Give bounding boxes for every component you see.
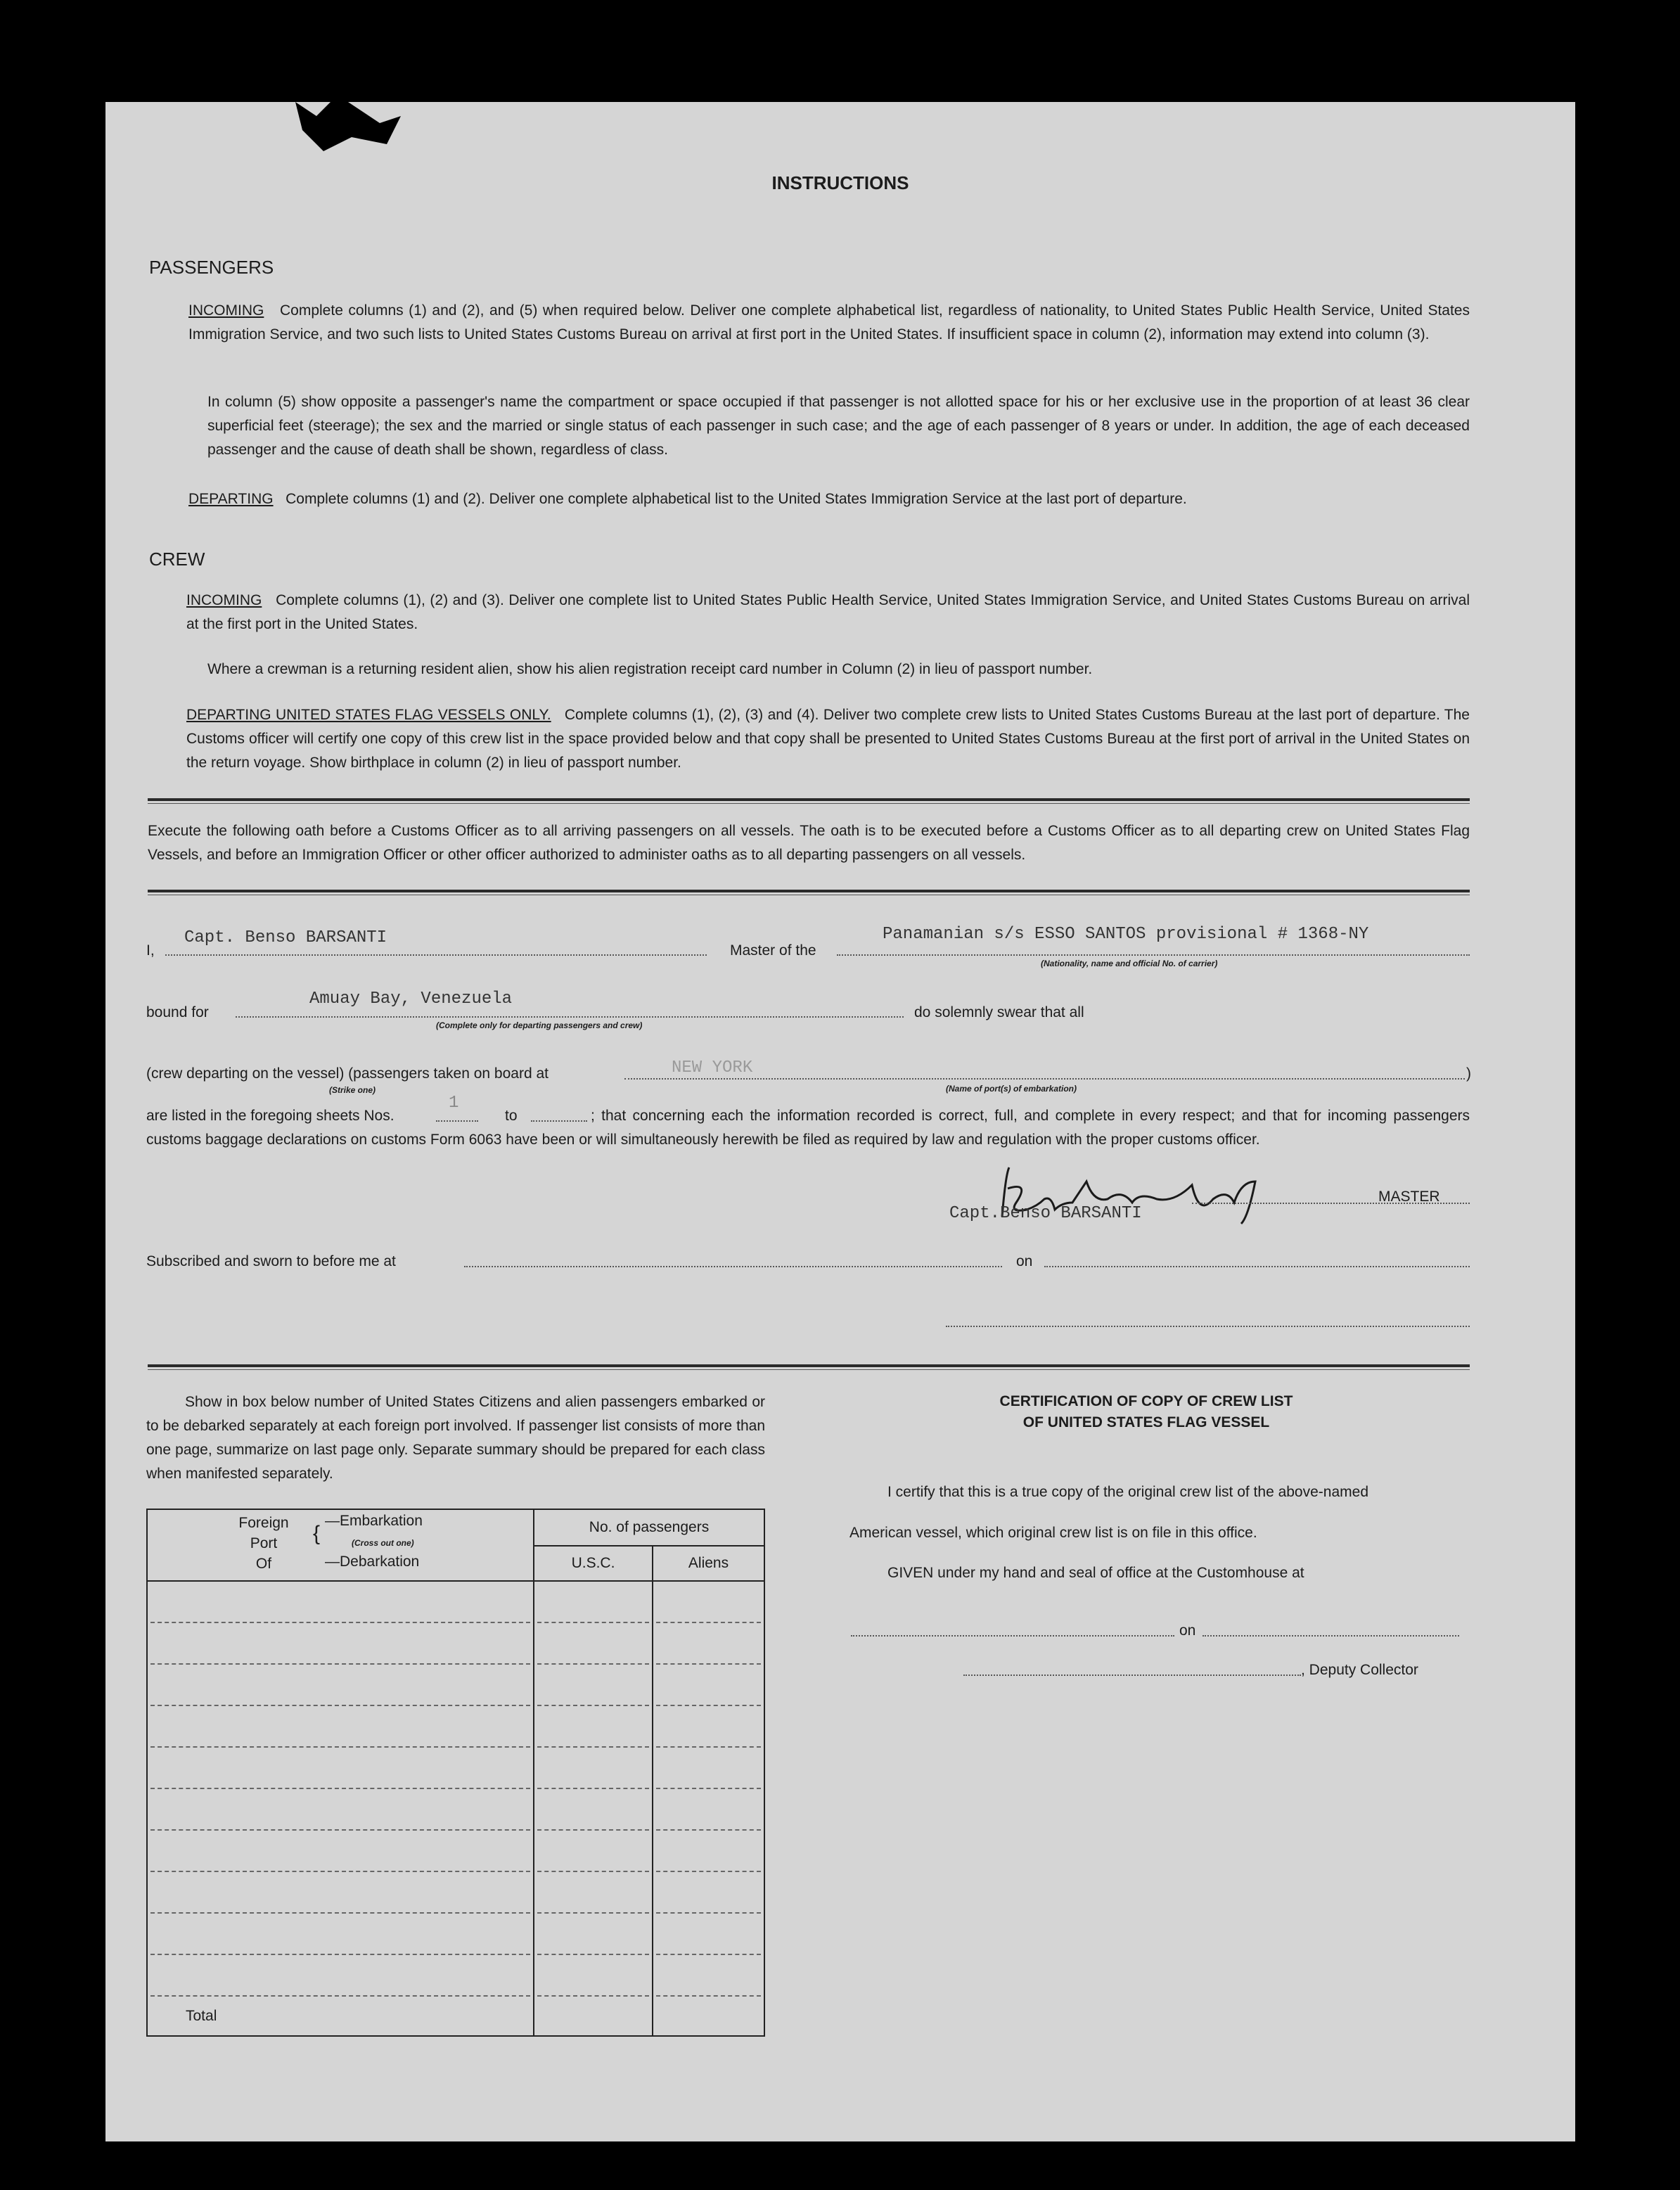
divider-line (148, 890, 1470, 892)
usc-cell[interactable] (537, 1872, 649, 1914)
no-passengers-header: No. of passengers (534, 1509, 764, 1546)
passengers-departing-label: DEPARTING (188, 491, 274, 507)
sheets-text: ; that concerning each the information recorded is correct, full, and complete in every respect; and that for incoming passengers customs baggage declarations on customs Form 6063 have been or will simultaneously herewith be filed as required by law and regulation with the proper customs officer. (146, 1108, 1470, 1148)
page-title: INSTRUCTIONS (771, 172, 909, 193)
port-line (624, 1078, 1465, 1080)
master-label: MASTER (1378, 1189, 1440, 1205)
aliens-cell[interactable] (656, 1623, 761, 1665)
deputy-collector-label: , Deputy Collector (1301, 1662, 1418, 1678)
debarkation-option[interactable]: —Debarkation (325, 1554, 420, 1570)
crew-departing-label: (crew departing on the vessel) (passengers taken on board at (146, 1065, 549, 1082)
certification-line-3: GIVEN under my hand and seal of office at the Customhouse at (887, 1565, 1304, 1581)
aliens-cell[interactable] (656, 1582, 761, 1623)
usc-cell[interactable] (537, 1748, 649, 1789)
crew-departing-paragraph (186, 703, 1470, 775)
crew-incoming-label: INCOMING (186, 592, 262, 608)
to-label: to (505, 1108, 518, 1124)
aliens-cell[interactable] (656, 1665, 761, 1706)
vessel-line (837, 954, 1470, 956)
oath-intro: Execute the following oath before a Customs Officer as to all arriving passengers on all vessels. The oath is to be executed before a Customs Officer as to all departing crew on United States Flag Vessels, and before an Immigration Officer or other officer authorized to administer oaths as to all departing passengers on all vessels. (148, 823, 1470, 863)
divider-line (148, 1364, 1470, 1367)
foreign-port-header: Foreign Port Of { —Embarkation (Cross out one) —Debarkation (147, 1509, 534, 1581)
port-row[interactable] (150, 1623, 530, 1665)
subscribed-date-line (1044, 1266, 1470, 1267)
certification-line-2: American vessel, which original crew list is on file in this office. (849, 1525, 1257, 1541)
aliens-cell[interactable] (656, 1914, 761, 1955)
passengers-departing-text: Complete columns (1) and (2). Deliver one complete alphabetical list to the United States Immigration Service at the last port of departure. (286, 491, 1187, 507)
signature-name: Capt.Benso BARSANTI (949, 1204, 1142, 1223)
port-column (147, 1581, 534, 2036)
oath-i-label: I, (146, 942, 155, 959)
deputy-signature-line (963, 1674, 1301, 1676)
port-row[interactable] (150, 1748, 530, 1789)
master-name-line (165, 954, 707, 956)
aliens-cell[interactable] (656, 1955, 761, 1997)
total-label: Total (186, 2008, 217, 2024)
certification-heading-1: CERTIFICATION OF COPY OF CREW LIST (999, 1393, 1293, 1409)
sheet-from: 1 (449, 1094, 459, 1113)
certification-date-line (1203, 1635, 1459, 1637)
of-label: Of (255, 1556, 272, 1572)
strike-caption: (Strike one) (329, 1085, 376, 1095)
usc-cell[interactable] (537, 1955, 649, 1997)
crew-heading: CREW (149, 549, 205, 570)
crew-incoming-paragraph (186, 589, 1470, 636)
subscribed-on-label: on (1016, 1253, 1033, 1269)
crew-departing-label: DEPARTING UNITED STATES FLAG VESSELS ONLY. (186, 707, 551, 723)
port-label: Port (250, 1535, 278, 1551)
passengers-heading: PASSENGERS (149, 257, 274, 278)
passengers-departing-paragraph (188, 487, 1470, 511)
aliens-header: Aliens (653, 1546, 764, 1581)
certification-on-label: on (1179, 1622, 1196, 1639)
usc-column (534, 1581, 653, 2036)
foreign-label: Foreign (238, 1515, 289, 1531)
port-of-embarkation: NEW YORK (672, 1058, 753, 1077)
port-row[interactable] (150, 1914, 530, 1955)
passengers-incoming-text: Complete columns (1) and (2), and (5) when required below. Deliver one complete alphabetical list, regardless of nationality, to United States Public Health Service, United States Immigration Service, and two such lists to United States Customs Bureau on arrival at first port in the United States. If insufficient space in column (2), information may extend into column (3). (188, 302, 1470, 342)
destination-caption: (Complete only for departing passengers and crew) (436, 1020, 643, 1030)
crew-incoming-text: Complete columns (1), (2) and (3). Deliver one complete list to United States Public Health Service, United States Immigration Service, and United States Customs Bureau on arrival at the first port in the United States. (186, 592, 1470, 632)
customhouse-line (851, 1635, 1174, 1637)
vessel-name: Panamanian s/s ESSO SANTOS provisional # 1368-NY (883, 925, 1369, 944)
subscribed-place-line (464, 1266, 1002, 1267)
crew-resident-text: Where a crewman is a returning resident alien, show his alien registration receipt card number in Column (2) in lieu of passport number. (207, 661, 1093, 677)
aliens-cell[interactable] (656, 1831, 761, 1872)
usc-cell[interactable] (537, 1831, 649, 1872)
summary-instructions: Show in box below number of United States Citizens and alien passengers embarked or to be debarked separately at each foreign port involved. If passenger list consists of more than one page, summarize on last page only. Separate summary should be prepared for each class when manifested separately. (146, 1394, 765, 1482)
sheets-label: are listed in the foregoing sheets Nos. (146, 1108, 395, 1124)
usc-cell[interactable] (537, 1582, 649, 1623)
port-row[interactable] (150, 1582, 530, 1623)
master-name: Capt. Benso BARSANTI (184, 928, 387, 947)
cross-out-caption: (Cross out one) (352, 1538, 414, 1548)
vessel-caption: (Nationality, name and official No. of carrier) (1041, 959, 1218, 968)
passengers-incoming-paragraph (188, 299, 1470, 347)
swear-label: do solemnly swear that all (914, 1004, 1084, 1020)
port-row[interactable] (150, 1665, 530, 1706)
certification-heading (851, 1391, 1442, 1433)
certification-line-1: I certify that this is a true copy of the original crew list of the above-named (887, 1484, 1368, 1500)
usc-total-cell[interactable] (537, 1997, 649, 2035)
master-of-label: Master of the (730, 942, 816, 959)
passengers-column5-text: In column (5) show opposite a passenger's name the compartment or space occupied if that passenger is not allotted space for his or her exclusive use in the proportion of at least 36 clear superficial feet (steerage); the sex and the married or single status of each passenger in such case; and the age of each passenger of 8 years or under. In addition, the age of each deceased passenger and the cause of death shall be shown, regardless of class. (207, 394, 1470, 458)
aliens-cell[interactable] (656, 1789, 761, 1831)
divider-line (148, 798, 1470, 801)
port-row[interactable] (150, 1789, 530, 1831)
passenger-summary-table (146, 1509, 765, 2037)
certification-heading-2: OF UNITED STATES FLAG VESSEL (1022, 1414, 1270, 1430)
usc-cell[interactable] (537, 1665, 649, 1706)
usc-cell[interactable] (537, 1623, 649, 1665)
aliens-cell[interactable] (656, 1706, 761, 1748)
usc-cell[interactable] (537, 1706, 649, 1748)
usc-cell[interactable] (537, 1914, 649, 1955)
destination-line (236, 1016, 904, 1018)
aliens-cell[interactable] (656, 1748, 761, 1789)
usc-cell[interactable] (537, 1789, 649, 1831)
aliens-cell[interactable] (656, 1872, 761, 1914)
usc-header: U.S.C. (534, 1546, 653, 1581)
close-paren: ) (1466, 1065, 1471, 1082)
port-row[interactable] (150, 1955, 530, 1997)
port-row[interactable] (150, 1872, 530, 1914)
officer-signature-line (946, 1326, 1470, 1327)
aliens-total-cell[interactable] (656, 1997, 761, 2035)
bound-for-label: bound for (146, 1004, 209, 1020)
subscribed-label: Subscribed and sworn to before me at (146, 1253, 396, 1269)
embarkation-option[interactable]: —Embarkation (325, 1513, 423, 1529)
passengers-incoming-label: INCOMING (188, 302, 264, 319)
aliens-column (653, 1581, 764, 2036)
destination: Amuay Bay, Venezuela (309, 990, 513, 1008)
crew-departing-text: Complete columns (1), (2), (3) and (4). Deliver two complete crew lists to United States Customs Bureau at the last port of departure. The Customs officer will certify one copy of this crew list in the space provided below and that copy shall be presented to United States Customs Bureau at the first port of arrival in the United States on the return voyage. Show birthplace in column (2) in lieu of passport number. (186, 707, 1470, 771)
port-row[interactable] (150, 1706, 530, 1748)
port-row[interactable] (150, 1831, 530, 1872)
document-page (105, 102, 1575, 2141)
torn-corner-mark (295, 95, 401, 151)
port-caption: (Name of port(s) of embarkation) (946, 1084, 1077, 1094)
